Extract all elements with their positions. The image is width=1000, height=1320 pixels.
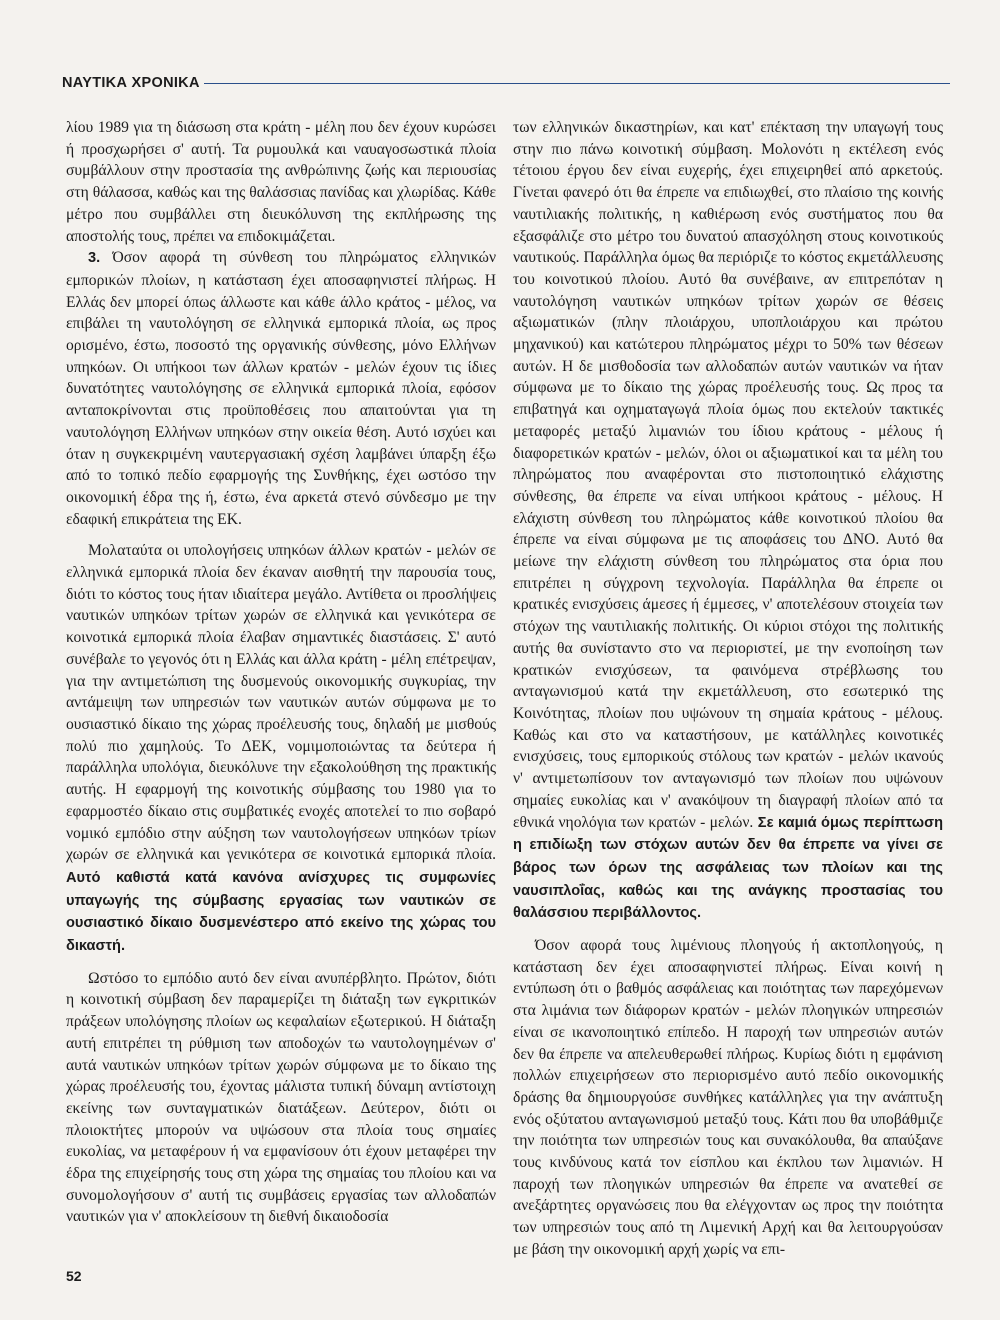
paragraph: λίου 1989 για τη διάσωση στα κράτη - μέλη που δεν έχουν κυρώσει ή προσχωρήσει σ' αυτή. Τα ρυμουλκά και ναυαγοσωστικά πλοία συμβάλλουν στην προστασία της ανθρώπινης ζωής και περιουσίας στη θάλασσα, καθώς και της θαλάσσιας πανίδας και χλωρίδας. Κάθε μέτρο που συμβάλλει στη διευκόλυνση της εκπλήρωσης της αποστολής τους, πρέπει να επιδοκιμάζεται. <box>66 119 496 245</box>
right-column <box>513 117 943 1261</box>
section-number: 3. <box>88 250 101 267</box>
page-number: 52 <box>66 1268 82 1284</box>
magazine-title: ΝΑΥΤΙΚΑ ΧΡΟΝΙΚΑ <box>62 74 204 92</box>
running-header <box>62 74 950 96</box>
paragraph-text: Όσον αφορά τη σύνθεση του πληρώματος ελληνικών εμπορικών πλοίων, η κατάσταση έχει αποσαφηνιστεί πλήρως. Η Ελλάς δεν μπορεί όπως άλλωστε και κάθε άλλο κράτος - μέλος, να επιβάλει τη ναυτολόγηση σε ελληνικά εμπορικά πλοία, ως προς ορισμένο, έστω, ποσοστό της οργανικής σύνθεσης, μόνο Ελλήνων υπηκόων. Οι υπήκοοι των άλλων κρατών - μελών έχουν τις ίδιες δυνατότητες ναυτολόγησης σε ελληνικά εμπορικά πλοία, εφόσον ανταποκρίνονται στις προϋποθέσεις που απαιτούνται για τη ναυτολόγηση Ελλήνων υπηκόων στην οικεία θέση. Αυτό ισχύει και όταν η συγκεκριμένη ναυτεργασιακή σχέση λαμβάνει ύπαρξη έξω από το τοπικό πεδίο εφαρμογής της Συνθήκης, έχει ωστόσο την οικονομική έδρα της ή, έστω, ένα αρκετά στενό σύνδεσμο με την εδαφική επικράτεια της ΕΚ. <box>66 249 496 528</box>
emphasis-text: Σε καμιά όμως περίπτωση η επιδίωξη των στόχων αυτών δεν θα έπρεπε να γίνει σε βάρος των όρων της ασφάλειας των πλοίων και της ναυσιπλοΐας, καθώς και της ανάγκης προστασίας του θαλάσσιου περιβάλλοντος. <box>513 814 943 922</box>
emphasis-text: Αυτό καθιστά κατά κανόνα ανίσχυρες τις συμφωνίες υπαγωγής της σύμβασης εργασίας των ναυτικών σε ουσιαστικό δίκαιο δυσμενέστερο από εκείνο της χώρας του δικαστή. <box>66 869 496 955</box>
paragraph <box>66 540 496 957</box>
paragraph-text: Μολαταύτα οι υπολογήσεις υπηκόων άλλων κρατών - μελών σε ελληνικά εμπορικά πλοία δεν έκαναν αισθητή την παρουσία τους, διότι το κόστος τους ήταν ιδιαίτερα μεγάλο. Αντίθετα οι προσλήψεις ναυτικών υπηκόων τρίτων χωρών σε ελληνικά και γενικότερα σε κοινοτικά εμπορικά πλοία έλαβαν σημαντικές διαστάσεις. Σ' αυτό συνέβαλε το γεγονός ότι η Ελλάς και άλλα κράτη - μέλη επέτρεψαν, για την αντιμετώπιση της δυσμενούς οικονομικής συγκυρίας, την αντάμειψη των υπηρεσιών των ναυτικών αυτών σύμφωνα με το ουσιαστικό δίκαιο της χώρας προέλευσής τους, δηλαδή με μισθούς πολύ πιο χαμηλούς. Το ΔΕΚ, νομιμοποιώντας τα δεύτερα ή παράλληλα υπολόγια, διευκόλυνε την εξακολούθηση της πρακτικής αυτής. Η εφαρμογή της κοινοτικής σύμβασης του 1980 για το εφαρμοστέο δίκαιο στις συμβατικές ενοχές αποτελεί το πιο σοβαρό νομικό εμπόδιο στην αύξηση των ναυτολογήσεων υπηκόων τρίων χωρών σε ελληνικά και γενικότερα σε κοινοτικά εμπορικά πλοία. <box>66 542 496 864</box>
paragraph: Ωστόσο το εμπόδιο αυτό δεν είναι ανυπέρβλητο. Πρώτον, διότι η κοινοτική σύμβαση δεν παραμερίζει τη διάταξη των εγκριτικών πράξεων υπολόγησης πλοίων ως κεφαλαίων εξωτερικού. Η διάταξη αυτή επιτρέπει τη ρύθμιση των αποδοχών τω ναυτολογημένων σ' αυτά ναυτικών υπηκόων τρίτων χωρών σύμφωνα με το δίκαιο της χώρας προέλευσής του, έχοντας μάλιστα τυπική δύναμη αντίστοιχη εκείνης των συνταγματικών διατάξεων. Δεύτερον, διότι οι πλοιοκτήτες μπορούν να υψώσουν στα πλοία τους σημαίες ευκολίας, να μεταφέρουν ή να εμφανίσουν ότι έχουν μεταφέρει την έδρα της επιχείρησής τους στη χώρα της σημαίας του πλοίου και να συνομολογήσουν σ' αυτή τις συμβάσεις εργασίας των αλλοδαπών ναυτικών για ν' αποκλείσουν τη διεθνή δικαιοδοσία <box>66 969 496 1226</box>
paragraph <box>513 117 943 925</box>
paragraph-text: των ελληνικών δικαστηρίων, και κατ' επέκταση την υπαγωγή τους στην πιο πάνω κοινοτική σύμβαση. Μολονότι η εκτέλεση ενός τέτοιου έργου δεν είναι ευχερής, έχει επιχειρηθεί από αρκετούς. Γίνεται φανερό ότι θα έπρεπε να επιδιωχθεί, στο πλαίσιο της κοινής ναυτιλιακής πολιτικής, η καθιέρωση ενός συστήματος που θα εξασφάλιζε στο μέτρο του δυνατού απασχόληση στους κοινοτικούς ναυτικούς. Παράλληλα όμως θα περιόριζε το κόστος εκμετάλλευσης του κοινοτικού πλοίου. Αυτό θα συνέβαινε, αν επιτρεπόταν η ναυτολόγηση ναυτικών υπηκόων τρίτων χωρών σε θέσεις αξιωματικών (πλην πλοιάρχου, υποπλοιάρχου και πρώτου μηχανικού) και κατώτερου πληρώματος μέχρι το 50% των θέσεων αυτών. Η δε μισθοδοσία των αλλοδαπών αυτών ναυτικών να ήταν σύμφωνα με το δίκαιο της χώρας προέλευσής τους. Ως προς τα επιβατηγά και οχηματαγωγά πλοία όμως που εκτελούν τακτικές μεταφορές μεταξύ λιμανιών του ίδιου κράτους - μέλους ή διαφορετικών κρατών - μελών, όλοι οι αξιωματικοί και τα μέλη του πληρώματος που αναφέρονται στο πιστοποιητικό ελάχιστης σύνθεσης, θα έπρεπε να είναι υπήκοοι κράτους - μέλους. Η ελάχιστη σύνθεση του πληρώματος κάθε κοινοτικού πλοίου θα έπρεπε να είναι σύμφωνα με τις αποφάσεις του ΔΝΟ. Αυτό θα μείωνε την ελάχιστη σύνθεση του πληρώματος στα όρια που επιτρέπει η σύγχρονη τεχνολογία. Παράλληλα θα έπρεπε οι κρατικές ενισχύσεις άμεσες ή έμμεσες, ν' αποτελέσουν στοιχεία των στόχων της ναυτιλιακής πολιτικής. Οι κύριοι στόχοι της πολιτικής αυτής θα συνίσταντο στο να περιοριστεί, με την ενοποίηση των κρατικών ενισχύσεων, τα φαινόμενα στρέβλωσης του ανταγωνισμού κατά την εκμετάλλευση, στο εσωτερικό της Κοινότητας, πλοίων που υψώνουν τη σημαία κράτους - μέλους. Καθώς και στο να καταστήσουν, με κατάλληλες κοινοτικές ενισχύσεις, τους εμπορικούς στόλους των κρατών - μελών ικανούς ν' αντιμετωπίσουν τον ανταγωνισμό των πλοίων που υψώνουν σημαίες ευκολίας και ν' ανακόψουν τη διαγραφή πλοίων από τα εθνικά νηολόγια των κρατών - μελών. <box>513 119 943 831</box>
paragraph: Όσον αφορά τους λιμένιους πλοηγούς ή ακτοπλοηγούς, η κατάσταση δεν έχει αποσαφηνιστεί πλήρως. Είναι κοινή η εντύπωση ότι ο βαθμός ασφάλειας και ποιότητας των παρεχόμενων στα λιμάνια των διάφορων κρατών - μελών πλοηγικών υπηρεσιών είναι σε ικανοποιητικό επίπεδο. Η παροχή των υπηρεσιών αυτών δεν θα έπρεπε να απελευθερωθεί πλήρως. Κυρίως διότι η εμφάνιση πολλών επιχειρήσεων στο περιορισμένο αυτό πεδίο οικονομικής δράσης θα δημιουργούσε συνθήκες κατάλληλες για την ανάπτυξη ενός οξύτατου ανταγωνισμού μεταξύ τους. Κάτι που θα υποβάθμιζε την ποιότητα των υπηρεσιών τους και συνακόλουθα, θα απαύξανε τους κινδύνους κατά τον είσπλου και έκπλου των λιμανιών. Η παροχή των πλοηγικών υπηρεσιών θα έπρεπε να ανατεθεί σε ανεξάρτητες οργανώσεις που θα ελέγχονταν ως προς την ποιότητα των υπηρεσιών τους από τη Λιμενική Αρχή και θα λειτουργούσαν με βάση την οικονομική αρχή χωρίς να επι- <box>513 937 943 1258</box>
left-column <box>66 117 496 1228</box>
paragraph <box>66 247 496 530</box>
